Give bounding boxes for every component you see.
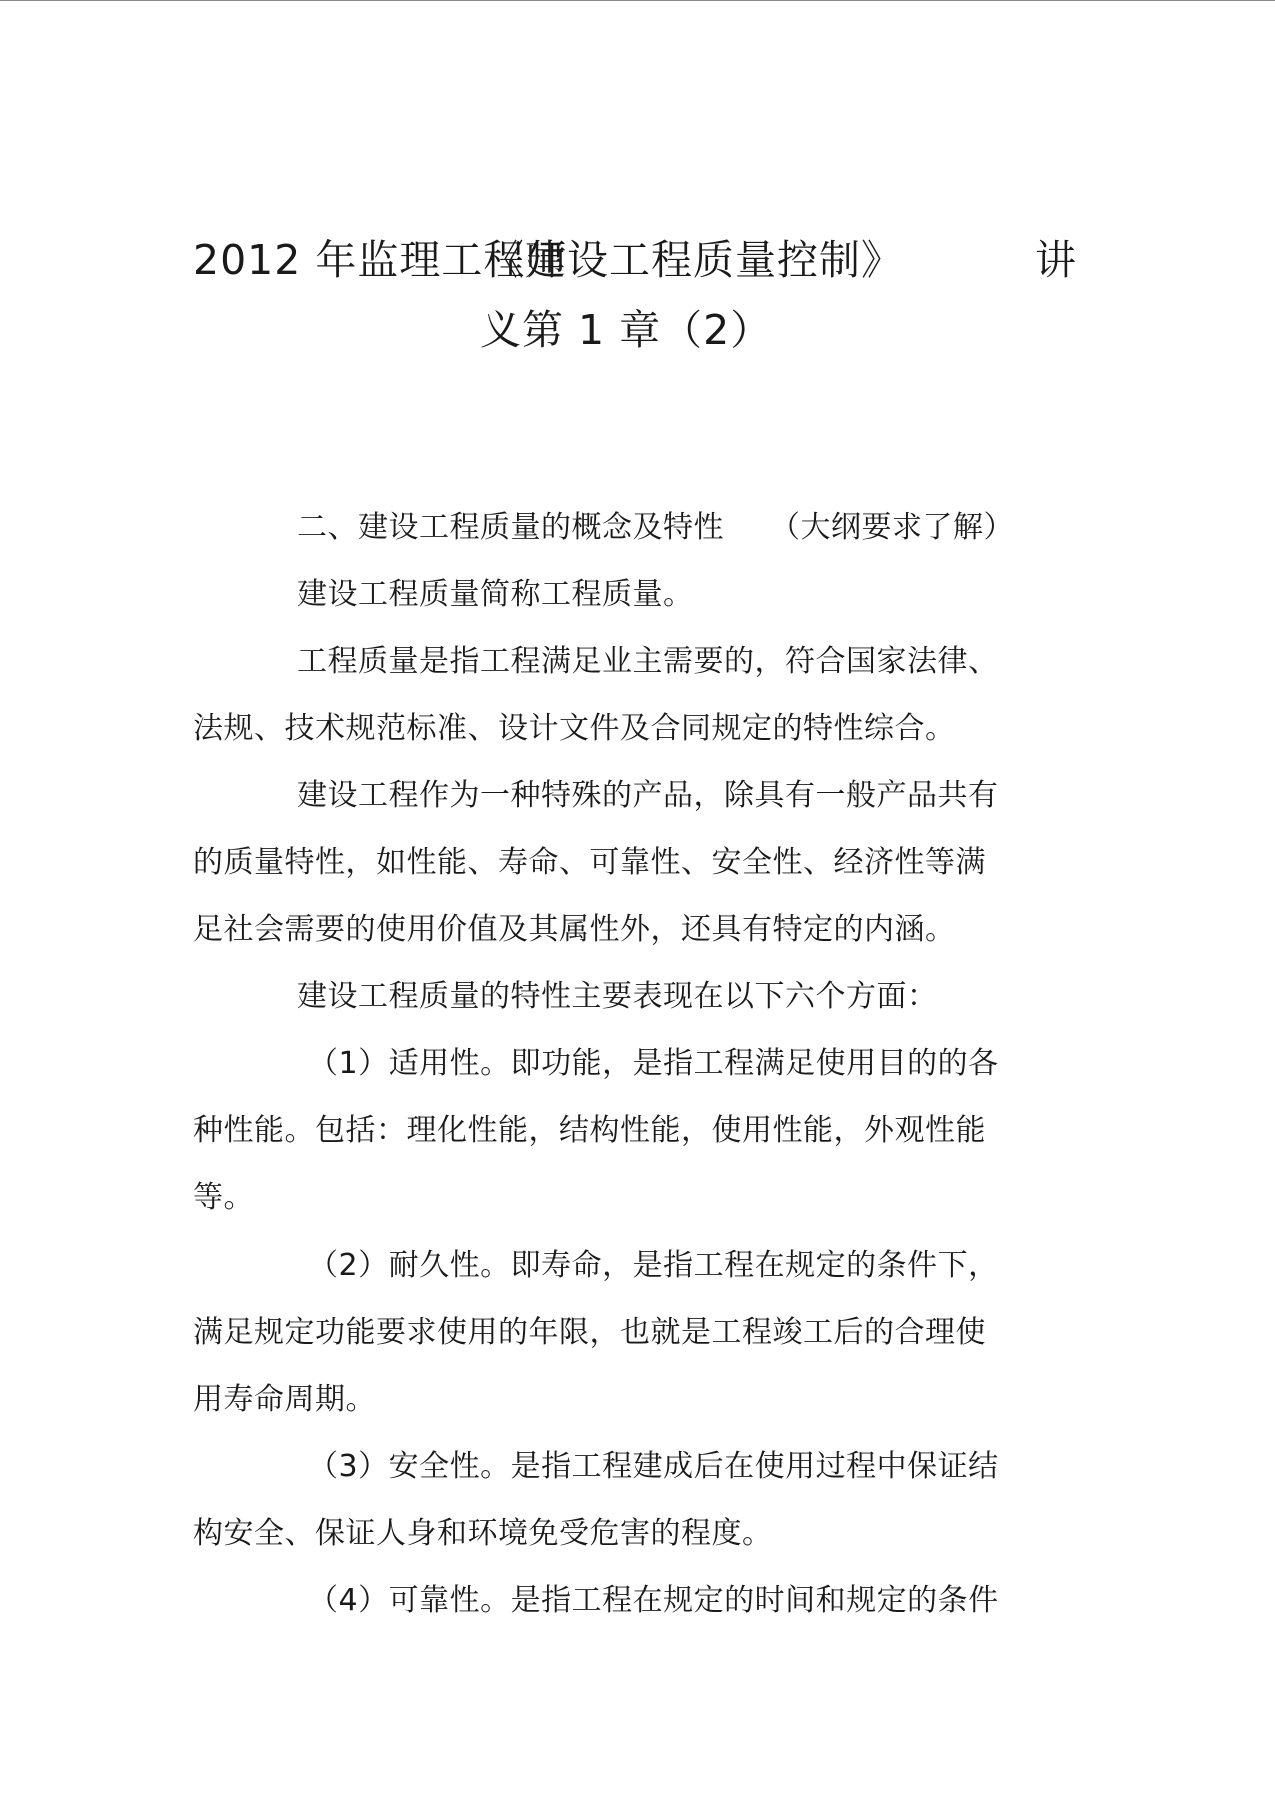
paragraph-line: 建设工程作为一种特殊的产品，除具有一般产品共有 (297, 778, 999, 813)
paragraph-line: 构安全、保证人身和环境免受危害的程度。 (193, 1516, 773, 1551)
title-part-jiang: 讲 (1035, 236, 1077, 284)
list-item-line: （4）可靠性。是指工程在规定的时间和规定的条件 (308, 1583, 999, 1618)
title-part-year: 2012 年监理工程师 (193, 236, 568, 284)
paragraph-line: 足社会需要的使用价值及其属性外，还具有特定的内涵。 (193, 912, 956, 947)
list-item-line: （3）安全性。是指工程建成后在使用过程中保证结 (308, 1449, 999, 1484)
paragraph-line: 用寿命周期。 (193, 1382, 376, 1417)
title-part-book: 《建设工程质量控制》 (483, 236, 903, 284)
paragraph-line: 工程质量是指工程满足业主需要的，符合国家法律、 (297, 644, 999, 679)
paragraph-line: 建设工程质量简称工程质量。 (297, 577, 694, 612)
paragraph-line: 建设工程质量的特性主要表现在以下六个方面： (297, 979, 938, 1014)
section-heading: 二、建设工程质量的概念及特性 （大纲要求了解） (297, 510, 1014, 545)
paragraph-line: 的质量特性，如性能、寿命、可靠性、安全性、经济性等满 (193, 845, 986, 880)
title-part-chapter: 义第 1 章（2） (480, 306, 773, 354)
top-border-line (0, 0, 1275, 1)
paragraph-line: 种性能。包括：理化性能，结构性能，使用性能，外观性能 (193, 1113, 986, 1148)
paragraph-line: 等。 (193, 1180, 254, 1215)
paragraph-line: 法规、技术规范标准、设计文件及合同规定的特性综合。 (193, 711, 956, 746)
paragraph-line: 满足规定功能要求使用的年限，也就是工程竣工后的合理使 (193, 1315, 986, 1350)
list-item-line: （2）耐久性。即寿命，是指工程在规定的条件下， (308, 1248, 999, 1283)
list-item-line: （1）适用性。即功能，是指工程满足使用目的的各 (308, 1046, 999, 1081)
